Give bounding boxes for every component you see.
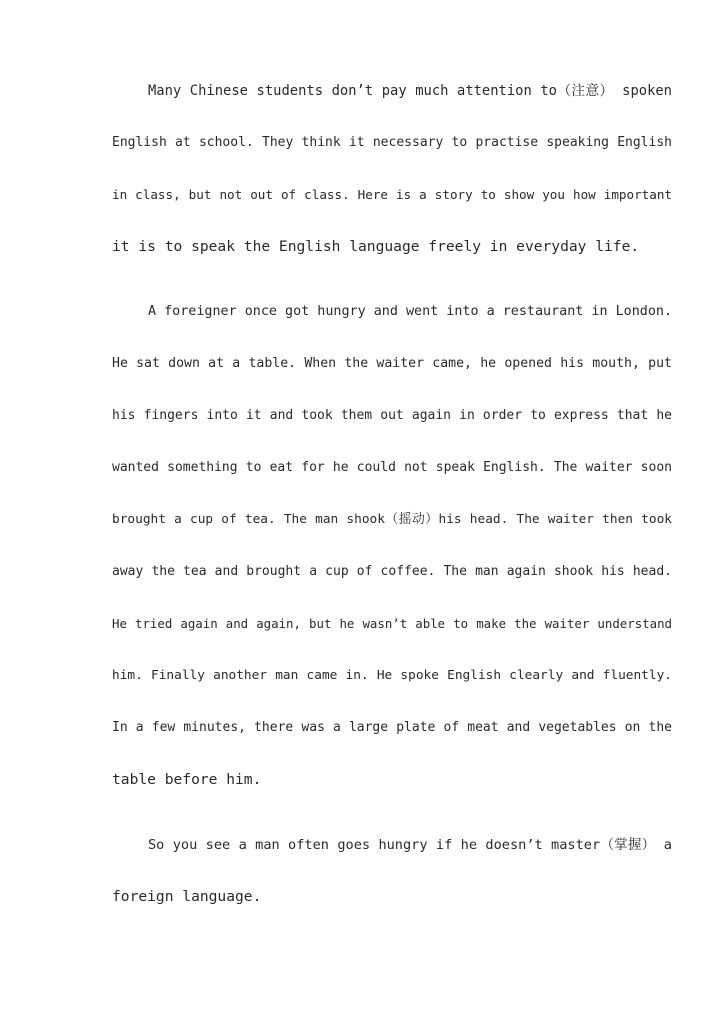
- paragraph-1-line-2: English at school. They think it necessary to practise speaking English: [112, 135, 672, 150]
- paragraph-2-line-3: his fingers into it and took them out again in order to express that he: [112, 408, 672, 423]
- paragraph-2-line-2: He sat down at a table. When the waiter came, he opened his mouth, put: [112, 356, 672, 371]
- paragraph-2-line-7: He tried again and again, but he wasn’t able to make the waiter understand: [112, 616, 672, 631]
- paragraph-1-line-1: Many Chinese students don’t pay much attention to（注意） spoken: [148, 83, 672, 99]
- paragraph-2-line-8: him. Finally another man came in. He spoke English clearly and fluently.: [112, 668, 672, 683]
- paragraph-2-line-6: away the tea and brought a cup of coffee. The man again shook his head.: [112, 564, 672, 579]
- paragraph-1-line-4: it is to speak the English language freely in everyday life.: [112, 238, 640, 255]
- paragraph-2-line-10: table before him.: [112, 771, 262, 788]
- paragraph-3-line-2: foreign language.: [112, 888, 262, 905]
- paragraph-2-line-1: A foreigner once got hungry and went into a restaurant in London.: [148, 304, 673, 319]
- paragraph-2-line-4: wanted something to eat for he could not speak English. The waiter soon: [112, 460, 672, 475]
- paragraph-1-line-3: in class, but not out of class. Here is a story to show you how important: [112, 187, 672, 202]
- paragraph-2-line-5: brought a cup of tea. The man shook（摇动）his head. The waiter then took: [112, 512, 672, 527]
- paragraph-2-line-9: In a few minutes, there was a large plate of meat and vegetables on the: [112, 720, 672, 735]
- paragraph-3-line-1: So you see a man often goes hungry if he doesn’t master（掌握） a: [148, 837, 672, 853]
